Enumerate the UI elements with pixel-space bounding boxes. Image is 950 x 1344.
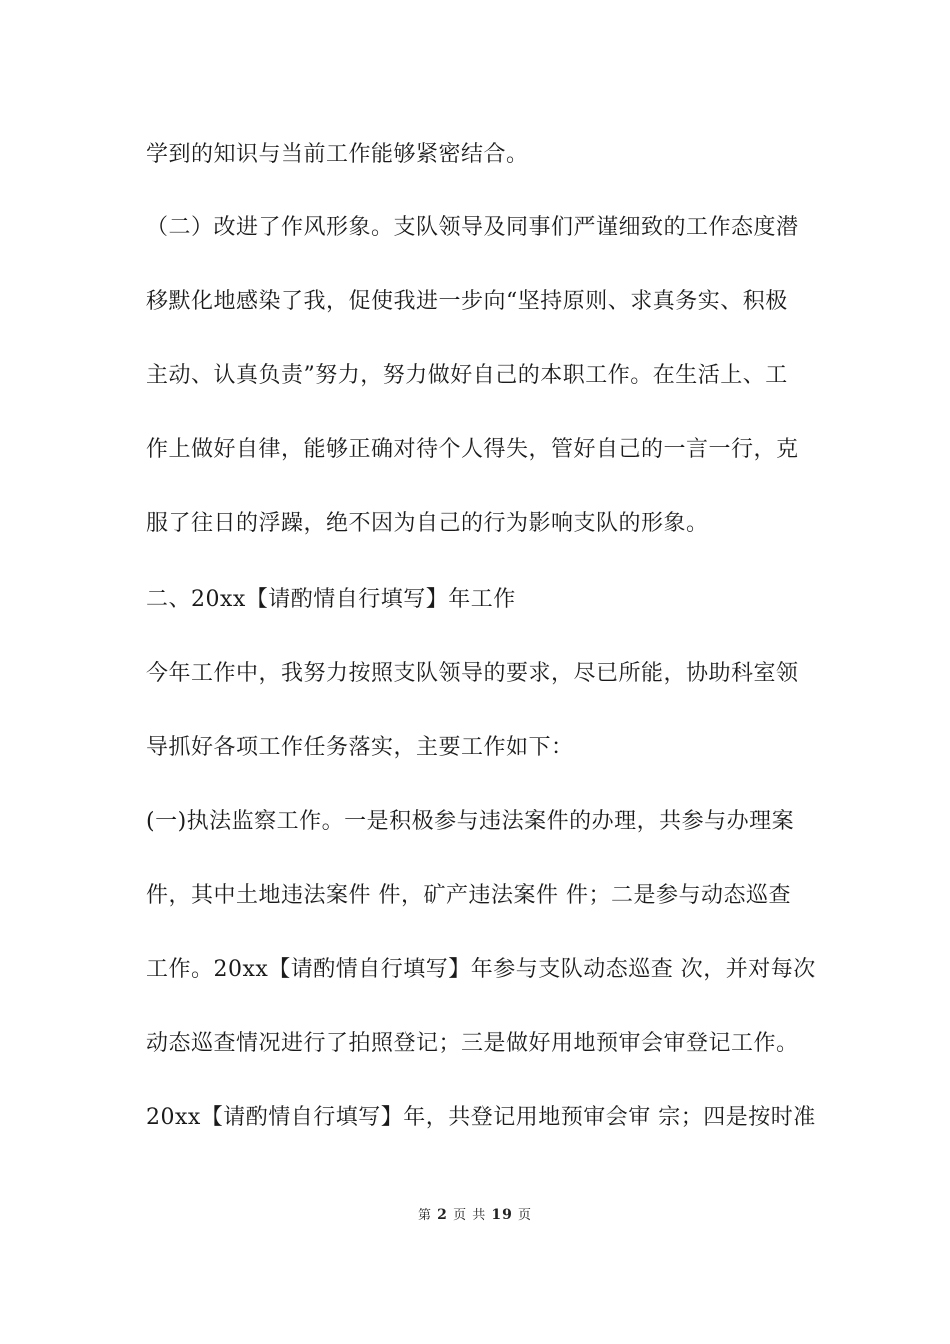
footer-middle: 页 共 <box>453 1208 487 1223</box>
section-heading: 二、20xx【请酌情自行填写】年工作 <box>146 587 516 612</box>
body-line-1: 学到的知识与当前工作能够紧密结合。 <box>146 142 529 167</box>
body-line-2: （二）改进了作风形象。支队领导及同事们严谨细致的工作态度潜 <box>146 215 799 240</box>
body-line-9: 导抓好各项工作任务落实，主要工作如下： <box>146 735 574 760</box>
current-page-number: 2 <box>437 1207 448 1223</box>
body-line-8: 今年工作中，我努力按照支队领导的要求，尽已所能，协助科室领 <box>146 661 799 686</box>
total-pages-number: 19 <box>491 1207 513 1223</box>
body-line-6: 服了往日的浮躁，绝不因为自己的行为影响支队的形象。 <box>146 511 709 536</box>
body-line-10: (一)执法监察工作。一是积极参与违法案件的办理，共参与办理案 <box>146 809 795 834</box>
body-line-3: 移默化地感染了我，促使我进一步向“坚持原则、求真务实、积极 <box>146 289 788 314</box>
body-line-12: 工作。20xx【请酌情自行填写】年参与支队动态巡查 次，并对每次 <box>146 957 816 982</box>
body-line-4: 主动、认真负责”努力，努力做好自己的本职工作。在生活上、工 <box>146 363 788 388</box>
body-line-13: 动态巡查情况进行了拍照登记；三是做好用地预审会审登记工作。 <box>146 1031 799 1056</box>
footer-suffix: 页 <box>517 1208 532 1223</box>
page-footer <box>0 1206 950 1225</box>
body-line-5: 作上做好自律，能够正确对待个人得失，管好自己的一言一行，克 <box>146 437 799 462</box>
footer-prefix: 第 <box>418 1208 433 1223</box>
body-line-14: 20xx【请酌情自行填写】年，共登记用地预审会审 宗；四是按时准 <box>146 1105 816 1130</box>
body-line-11: 件，其中土地违法案件 件，矿产违法案件 件；二是参与动态巡查 <box>146 883 791 908</box>
